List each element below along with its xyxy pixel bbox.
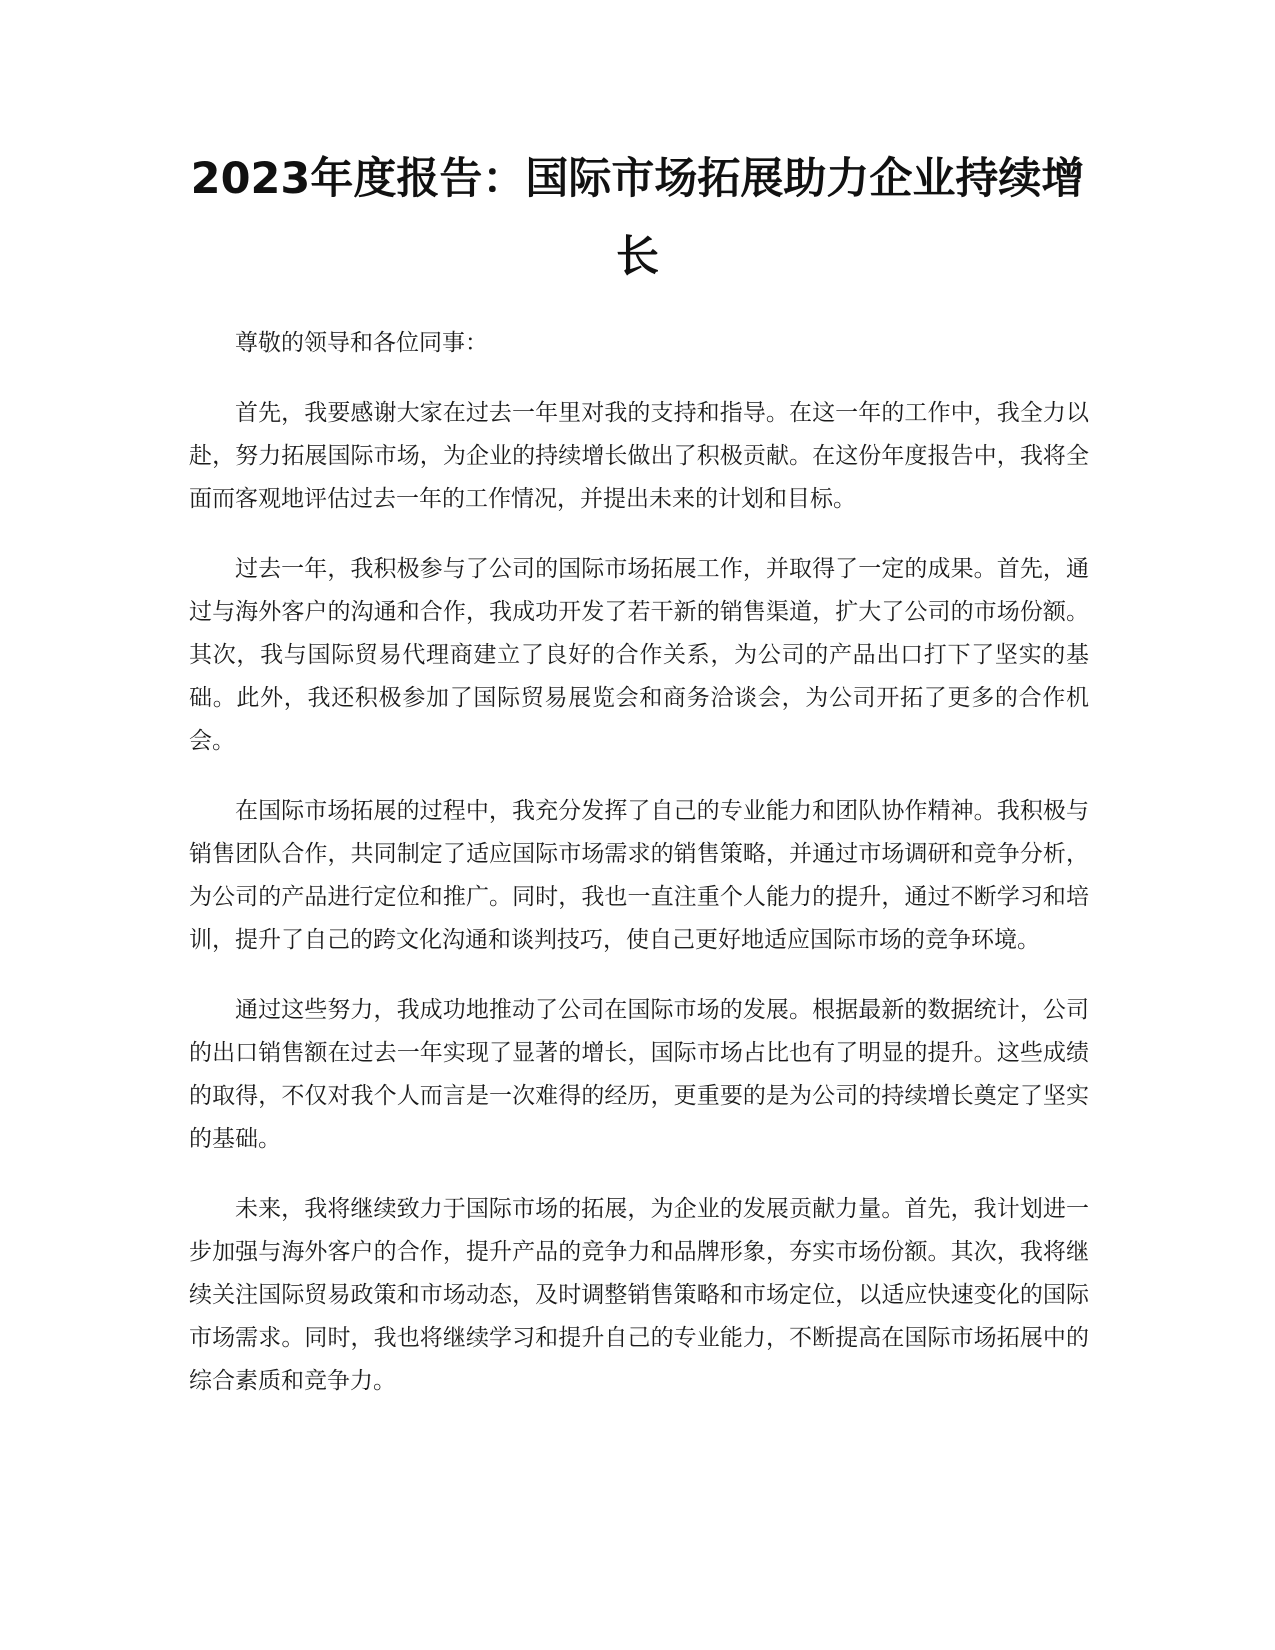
document-title: 2023年度报告：国际市场拓展助力企业持续增长	[190, 154, 1085, 282]
paragraph-5: 未来，我将继续致力于国际市场的拓展，为企业的发展贡献力量。首先，我计划进一步加强与海外客户的合作，提升产品的竞争力和品牌形象，夯实市场份额。其次，我将继续关注国际贸易政策和市场动态，及时调整销售策略和市场定位，以适应快速变化的国际市场需求。同时，我也将继续学习和提升自己的专业能力，不断提高在国际市场拓展中的综合素质和竞争力。	[189, 1196, 1089, 1394]
paragraph-3: 在国际市场拓展的过程中，我充分发挥了自己的专业能力和团队协作精神。我积极与销售团队合作，共同制定了适应国际市场需求的销售策略，并通过市场调研和竞争分析，为公司的产品进行定位和推广。同时，我也一直注重个人能力的提升，通过不断学习和培训，提升了自己的跨文化沟通和谈判技巧，使自己更好地适应国际市场的竞争环境。	[189, 798, 1089, 953]
paragraph-4: 通过这些努力，我成功地推动了公司在国际市场的发展。根据最新的数据统计，公司的出口销售额在过去一年实现了显著的增长，国际市场占比也有了明显的提升。这些成绩的取得，不仅对我个人而言是一次难得的经历，更重要的是为公司的持续增长奠定了坚实的基础。	[189, 997, 1089, 1152]
salutation: 尊敬的领导和各位同事：	[235, 330, 488, 356]
document-body	[189, 322, 1089, 1430]
paragraph-2: 过去一年，我积极参与了公司的国际市场拓展工作，并取得了一定的成果。首先，通过与海外客户的沟通和合作，我成功开发了若干新的销售渠道，扩大了公司的市场份额。其次，我与国际贸易代理商建立了良好的合作关系，为公司的产品出口打下了坚实的基础。此外，我还积极参加了国际贸易展览会和商务洽谈会，为公司开拓了更多的合作机会。	[189, 556, 1089, 754]
paragraph-1: 首先，我要感谢大家在过去一年里对我的支持和指导。在这一年的工作中，我全力以赴，努力拓展国际市场，为企业的持续增长做出了积极贡献。在这份年度报告中，我将全面而客观地评估过去一年的工作情况，并提出未来的计划和目标。	[189, 400, 1089, 512]
